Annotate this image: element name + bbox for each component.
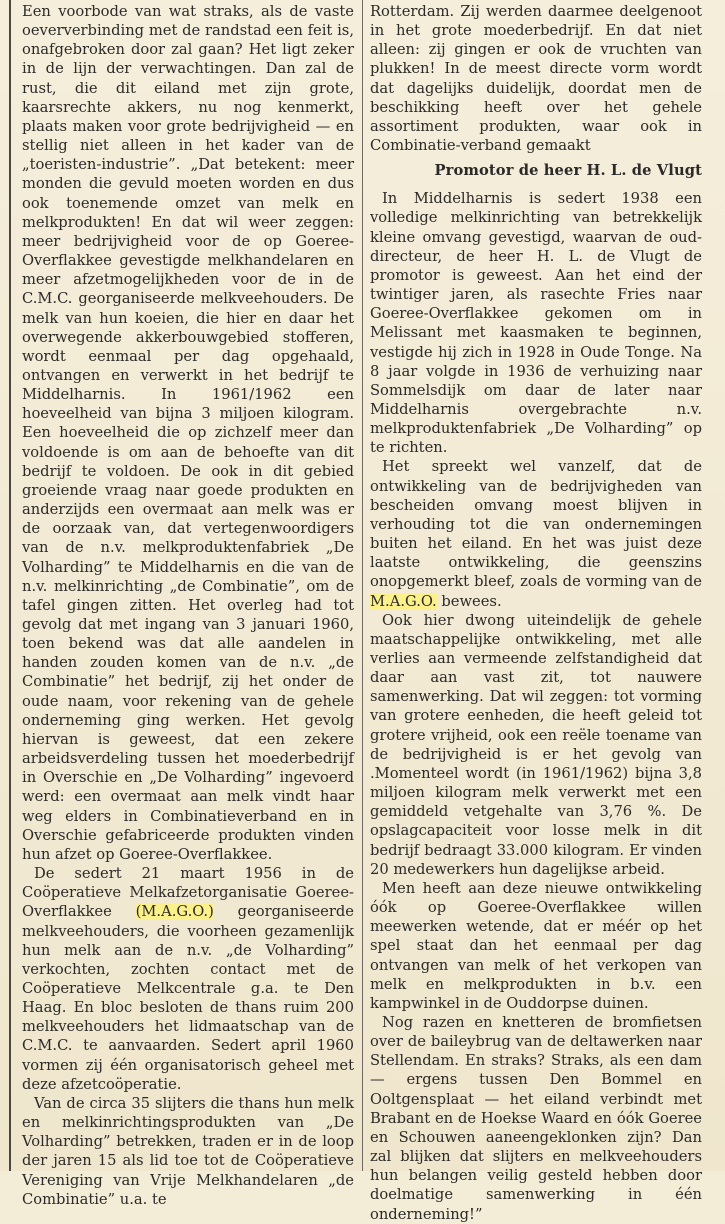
paragraph-mago [22, 864, 354, 1094]
column-divider [362, 0, 363, 1171]
left-column [22, 2, 354, 1208]
paragraph-text: Het spreekt wel vanzelf, dat de ontwikkeling van de bedrijvigheden van bescheiden omvang moest blijven in verhouding tot die van ondernemingen buiten het eiland. En het was juist deze laatste ontwikkeling, die geenszins onopgemerkt bleef, zoals de vorming van de [370, 458, 702, 591]
paragraph: Van de circa 35 slijters die thans hun melk en melkinrichtingsprodukten van „De Volharding” betrekken, traden er in de loop der jaren 15 als lid toe tot de Coöperatieve Vereniging van Vrije Melkhandelaren „de Combinatie” u.a. te [22, 1094, 354, 1208]
paragraph-mago [370, 457, 702, 610]
paragraph: In Middelharnis is sedert 1938 een volledige melkinrichting van betrekkelijk kleine omvang gevestigd, waarvan de oud-directeur, de heer H. L. de Vlugt de promotor is geweest. Aan het eind der twintiger jaren, als rasechte Fries naar Goeree-Overflakkee gekomen om in Melissant met kaasmaken te beginnen, vestigde hij zich in 1928 in Oude Tonge. Na 8 jaar volgde in 1936 de verhuizing naar Sommelsdijk om daar de later naar Middelharnis overgebrachte n.v. melkproduktenfabriek „De Volharding” op te richten. [370, 190, 702, 457]
highlighted-term: M.A.G.O. [370, 592, 437, 610]
paragraph-text: De sedert 21 maart 1956 in de Coöperatieve Melkafzetorganisatie Goeree-Overflakkee [22, 865, 354, 921]
paragraph-text: bewees. [436, 592, 502, 610]
right-column [370, 2, 702, 1223]
paragraph: Ook hier dwong uiteindelijk de gehele maatschappelijke ontwikkeling, met alle verlies aan vermeende zelfstandigheid dat daar aan vast zit, tot nauwere samenwerking. Dat wil zeggen: tot vorming van grotere eenheden, die heeft geleid tot grotere vrijheid, ook een reële toename van de bedrijvigheid is er het gevolg van .Momenteel wordt (in 1961/1962) bijna 3,8 miljoen kilogram melk verwerkt met een gemiddeld vetgehalte van 3,76 %. De opslagcapaciteit voor losse melk in dit bedrijf bedraagt 33.000 kilogram. Er vinden 20 medewerkers hun dagelijkse arbeid. [370, 611, 702, 878]
highlighted-term: (M.A.G.O.) [135, 903, 214, 921]
left-border-rule [9, 0, 11, 1171]
section-heading: Promotor de heer H. L. de Vlugt [434, 162, 702, 180]
paragraph: Een voorbode van wat straks, als de vaste oeververbinding met de randstad een feit is, onafgebroken door zal gaan? Het ligt zeker in de lijn der verwachtingen. Dan zal de rust, die dit eiland met zijn grote, kaarsrechte akkers, nu nog kenmerkt, plaats maken voor grote bedrijvigheid — en stellig niet alleen in het kader van de „toeristen-industrie”. „Dat betekent: meer monden die gevuld moeten worden en dus ook toenemende omzet van melk en melkprodukten! En dat wil weer zeggen: meer bedrijvigheid voor de op Goeree-Overflakkee gevestigde melkhandelaren en meer afzetmogelijkheden voor de in de C.M.C. georganiseerde melkveehouders. De melk van hun koeien, die hier en daar het overwegende akkerbouwgebied stofferen, wordt eenmaal per dag opgehaald, ontvangen en verwerkt in het bedrijf te Middelharnis. In 1961/1962 een hoeveelheid van bijna 3 miljoen kilogram. Een hoeveelheid die op zichzelf meer dan voldoende is om aan de behoefte van dit bedrijf te voldoen. De ook in dit gebied groeiende vraag naar goede produkten en anderzijds een overmaat aan melk was er de oorzaak van, dat vertegenwoordigers van de n.v. melkproduktenfabriek „De Volharding” te Middelharnis en die van de n.v. melkinrichting „de Combinatie”, om de tafel gingen zitten. Het overleg had tot gevolg dat met ingang van 3 januari 1960, toen bekend was dat alle aandelen in handen zouden komen van de n.v. „de Combinatie” het bedrijf, zij het onder de oude naam, voor rekening van de gehele onderneming ging werken. Het gevolg hiervan is geweest, dat een zekere arbeidsverdeling tussen het moederbedrijf in Overschie en „De Volharding” ingevoerd werd: een overmaat aan melk vindt haar weg elders in Combinatieverband en in Overschie gefabriceerde produkten vinden hun afzet op Goeree-Overflakkee. [22, 3, 354, 863]
paragraph: Rotterdam. Zij werden daarmee deelgenoot in het grote moederbedrijf. En dat niet alleen: zij gingen er ook de vruchten van plukken! In de meest directe vorm wordt dat dagelijks duidelijk, doordat men de beschikking heeft over het gehele assortiment produkten, waar ook in Combinatie-verband gemaakt [370, 3, 702, 155]
paragraph: Nog razen en knetteren de bromfietsen over de baileybrug van de deltawerken naar Stellendam. En straks? Straks, als een dam — ergens tussen Den Bommel en Ooltgensplaat — het eiland verbindt met Brabant en de Hoekse Waard en óók Goeree en Schouwen aaneengeklonken zijn? Dan zal blijken dat slijters en melkveehouders hun belangen veilig gesteld hebben door doelmatige samenwerking in één onderneming!” [370, 1013, 702, 1223]
paragraph: Men heeft aan deze nieuwe ontwikkeling óók op Goeree-Overflakkee willen meewerken wetende, dat er méér op het spel staat dan het eenmaal per dag ontvangen van melk of het verkopen van melk en melkprodukten in b.v. een kampwinkel in de Ouddorpse duinen. [370, 879, 702, 1012]
paragraph-text: georganiseerde melkveehouders, die voorheen gezamenlijk hun melk aan de n.v. „de Volharding” verkochten, zochten contact met de Coöperatieve Melkcentrale g.a. te Den Haag. En bloc besloten de thans ruim 200 melkveehouders het lidmaatschap van de C.M.C. te aanvaarden. Sedert april 1960 vormen zij één organisatorisch geheel met deze afzetcoöperatie. [22, 903, 354, 1093]
